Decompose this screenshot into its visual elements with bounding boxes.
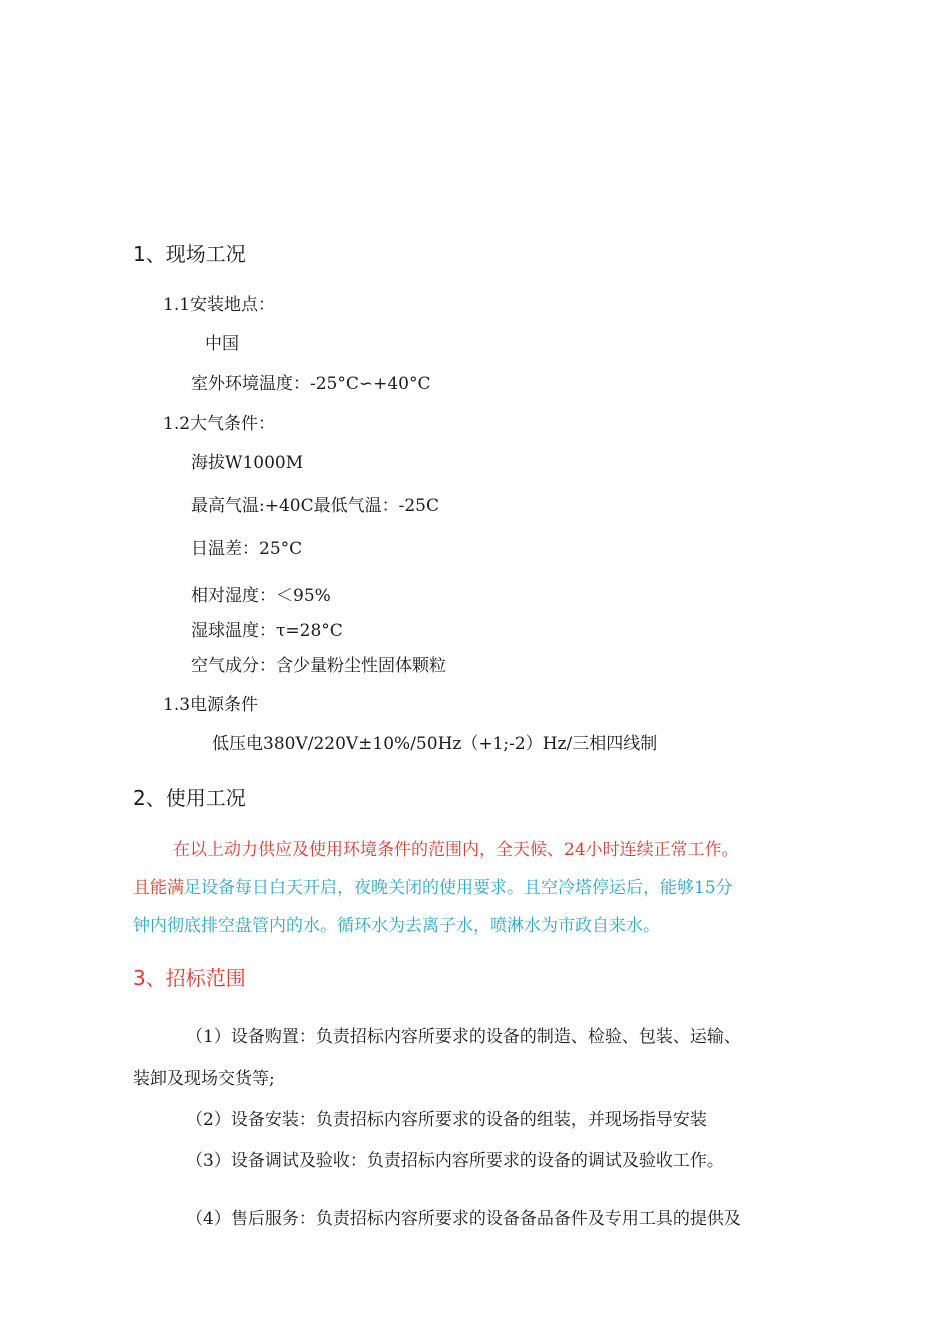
usage-line-2-blue: 足设备每日白天开启，夜晚关闭的使用要求。且空冷塔停运后，能够15分: [184, 878, 733, 898]
subsection-1-1-heading: 1.1安装地点：: [163, 295, 276, 315]
power-supply: 低压电380V/220V±10%/50Hz（+1;-2）Hz/三相四线制: [212, 734, 658, 754]
scope-item-1-line-1: （1）设备购置：负责招标内容所要求的设备的制造、检验、包装、运输、: [186, 1027, 741, 1047]
relative-humidity: 相对湿度：＜95%: [191, 586, 331, 606]
scope-item-2: （2）设备安装：负责招标内容所要求的设备的组装，并现场指导安装: [186, 1110, 707, 1130]
subsection-1-2-heading: 1.2大气条件：: [163, 414, 276, 434]
air-composition: 空气成分：含少量粉尘性固体颗粒: [191, 656, 446, 676]
section-3-heading: 3、招标范围: [133, 966, 246, 990]
temperature-range: 最高气温:+40C最低气温：-25C: [191, 496, 439, 516]
subsection-1-3-heading: 1.3电源条件: [163, 695, 259, 715]
install-location: 中国: [205, 334, 239, 354]
scope-item-1-line-2: 装卸及现场交货等;: [133, 1069, 275, 1089]
section-1-heading: 1、现场工况: [133, 242, 246, 266]
scope-item-4: （4）售后服务：负责招标内容所要求的设备备品备件及专用工具的提供及: [186, 1209, 741, 1229]
usage-line-2-red: 且能满: [133, 878, 184, 898]
scope-item-3: （3）设备调试及验收：负责招标内容所要求的设备的调试及验收工作。: [186, 1151, 724, 1171]
outdoor-temperature: 室外环境温度：-25°C∽+40°C: [191, 374, 431, 394]
usage-line-2: [133, 876, 733, 900]
usage-line-1: 在以上动力供应及使用环境条件的范围内，全天候、24小时连续正常工作。: [173, 840, 739, 860]
daily-temperature-difference: 日温差：25°C: [191, 539, 303, 559]
section-2-heading: 2、使用工况: [133, 786, 246, 810]
altitude: 海拔W1000M: [191, 453, 304, 473]
usage-line-3: 钟内彻底排空盘管内的水。循环水为去离子水，喷淋水为市政自来水。: [133, 916, 660, 936]
wet-bulb-temperature: 湿球温度：τ=28°C: [191, 621, 343, 641]
